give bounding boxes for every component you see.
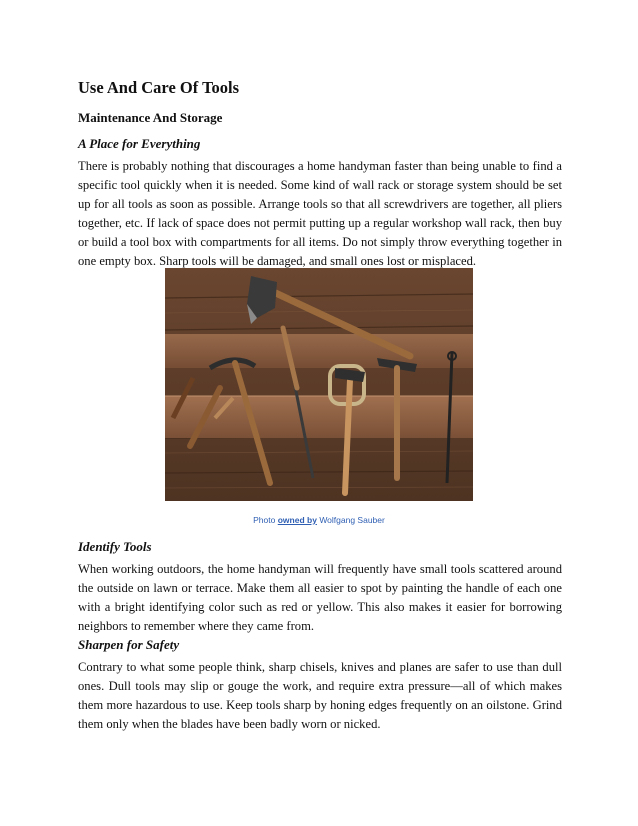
photo-caption (0, 515, 638, 525)
tools-photo (165, 268, 473, 501)
paragraph-sharpen-for-safety: Contrary to what some people think, sharp chisels, knives and planes are safer to use than dull ones. Dull tools may slip or gouge the work, and require extra pressure—all of which makes them more hazardous to use. Keep tools sharp by honing edges frequently on an oilstone. Grind them only when the blades have been badly worn or nicked. (78, 660, 562, 731)
paragraph-identify-tools: When working outdoors, the home handyman will frequently have small tools scattered around the outside on lawn or terrace. Make them all easier to spot by painting the handle of each one with a bright identifying color such as red or yellow. This also makes it easier for borrowing neighbors to remember where they came from. (78, 562, 562, 633)
tools-on-wall-illustration (165, 268, 473, 501)
subheading-identify-tools: Identify Tools (78, 539, 152, 554)
section-heading: Maintenance And Storage (78, 110, 223, 125)
caption-prefix: Photo (253, 515, 276, 525)
paragraph-place-for-everything: There is probably nothing that discourages a home handyman faster than being unable to find a specific tool quickly when it is needed. Some kind of wall rack or storage system should be set up for all tools as soon as possible. Arrange tools so that all screwdrivers are together, all pliers together, etc. If lack of space does not permit putting up a regular workshop wall rack, then buy or build a tool box with compartments for all items. Do not simply throw everything together in one empty box. Sharp tools will be damaged, and small ones lost or misplaced. (78, 159, 562, 268)
caption-owner-link[interactable]: owned by (277, 515, 317, 525)
subheading-place-for-everything: A Place for Everything (78, 136, 201, 151)
caption-owner-name: Wolfgang Sauber (319, 515, 385, 525)
subheading-sharpen-for-safety: Sharpen for Safety (78, 637, 180, 652)
page-title: Use And Care Of Tools (78, 78, 240, 97)
